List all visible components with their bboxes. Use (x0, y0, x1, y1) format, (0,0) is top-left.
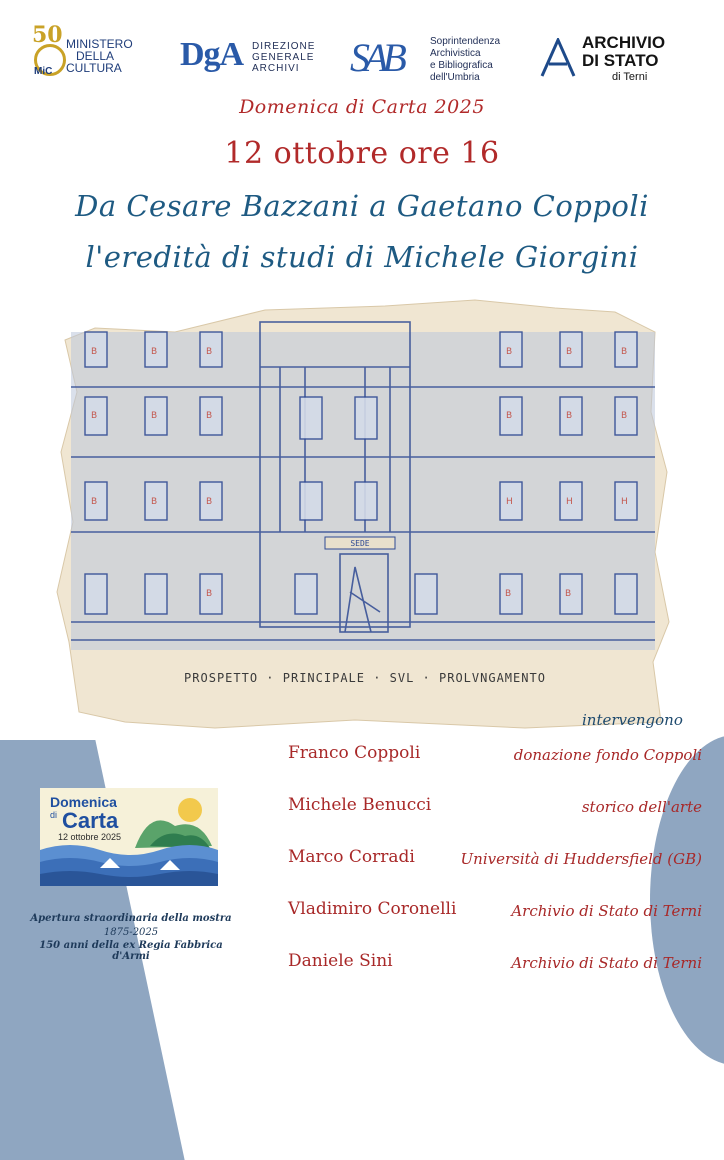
speaker-name: Daniele Sini (288, 951, 393, 971)
logo-soprintendenza (350, 34, 510, 82)
svg-text:B: B (621, 411, 628, 421)
logo-dga (180, 36, 320, 80)
svg-text:B: B (621, 347, 628, 357)
speakers-heading: intervengono (582, 711, 683, 729)
svg-text:B: B (91, 411, 98, 421)
svg-text:B: B (206, 589, 213, 599)
svg-text:B: B (506, 347, 513, 357)
decorative-shape-right (650, 735, 724, 1065)
logo-archivio-text (582, 34, 665, 70)
exhibit-caption-line-3: 150 anni della ex Regia Fabbrica d'Armi (39, 940, 223, 962)
svg-text:B: B (91, 497, 98, 507)
domenica-di-carta-badge (40, 788, 218, 886)
logo-archivio-sub: di Terni (612, 71, 648, 83)
logo-sab-line: e Bibliografica (430, 60, 493, 71)
logo-ministero-cultura (30, 22, 142, 80)
logo-dga-line: GENERALE (252, 52, 315, 63)
logo-sab-text (430, 36, 500, 84)
logo-sab-mark: SAB (350, 35, 401, 80)
archivio-a-icon (540, 38, 576, 78)
logo-dga-mark: DgA (180, 36, 244, 73)
title-line-1: Da Cesare Bazzani a Gaetano Coppoli (75, 189, 649, 223)
speaker-role: Archivio di Stato di Terni (511, 954, 702, 972)
drawing-door-label: SEDE (350, 539, 370, 548)
svg-text:B: B (565, 589, 572, 599)
logo-archivio-line: ARCHIVIO (582, 33, 666, 52)
logo-archivio-stato (540, 34, 690, 82)
svg-text:B: B (91, 347, 98, 357)
svg-text:B: B (506, 411, 513, 421)
logo-dga-line: ARCHIVI (252, 63, 300, 74)
logo-dga-text (252, 41, 315, 74)
logo-mic-abbr: MiC (34, 66, 53, 77)
svg-text:B: B (206, 497, 213, 507)
architectural-drawing (55, 292, 675, 732)
event-name: Domenica di Carta 2025 (239, 96, 485, 118)
svg-text:B: B (505, 589, 512, 599)
logo-sab-line: Soprintendenza (430, 36, 501, 47)
speaker-name: Michele Benucci (288, 795, 432, 815)
speaker-role: storico dell'arte (581, 798, 702, 816)
badge-di: di (50, 810, 58, 820)
exhibit-caption-line-1: Apertura straordinaria della mostra (30, 913, 232, 924)
speaker-role: Università di Huddersfield (GB) (460, 850, 702, 868)
speaker-role: Archivio di Stato di Terni (511, 902, 702, 920)
drawing-caption: PROSPETTO · PRINCIPALE · SVL · PROLVNGAMENTO (184, 671, 546, 685)
speaker-name: Franco Coppoli (288, 743, 421, 763)
exhibit-caption-line-2: 1875-2025 (103, 927, 159, 938)
speaker-role: donazione fondo Coppoli (513, 746, 702, 764)
svg-text:B: B (151, 497, 158, 507)
badge-date: 12 ottobre 2025 (58, 832, 122, 842)
logo-mic-number: 50 (32, 22, 63, 48)
svg-text:B: B (566, 411, 573, 421)
logo-mic-line: DELLA (76, 49, 115, 63)
svg-text:B: B (566, 347, 573, 357)
speaker-name: Marco Corradi (288, 847, 415, 867)
logo-dga-line: DIREZIONE (252, 41, 316, 52)
logo-sab-line: dell'Umbria (430, 72, 480, 83)
svg-text:B: B (206, 411, 213, 421)
svg-text:B: B (151, 347, 158, 357)
badge-title-1: Domenica (50, 794, 117, 810)
svg-text:H: H (566, 497, 573, 507)
logo-mic-text (66, 38, 133, 74)
logo-archivio-line: DI STATO (582, 51, 659, 70)
title-line-2: l'eredità di studi di Michele Giorgini (85, 240, 639, 274)
event-datetime: 12 ottobre ore 16 (224, 136, 500, 171)
logo-sab-line: Archivistica (430, 48, 481, 59)
logo-mic-line: MINISTERO (66, 37, 133, 51)
speaker-name: Vladimiro Coronelli (288, 899, 457, 919)
svg-text:B: B (151, 411, 158, 421)
logo-mic-line: CULTURA (66, 61, 122, 75)
svg-text:H: H (506, 497, 513, 507)
svg-text:H: H (621, 497, 628, 507)
svg-text:B: B (206, 347, 213, 357)
badge-title-2: Carta (62, 808, 119, 833)
